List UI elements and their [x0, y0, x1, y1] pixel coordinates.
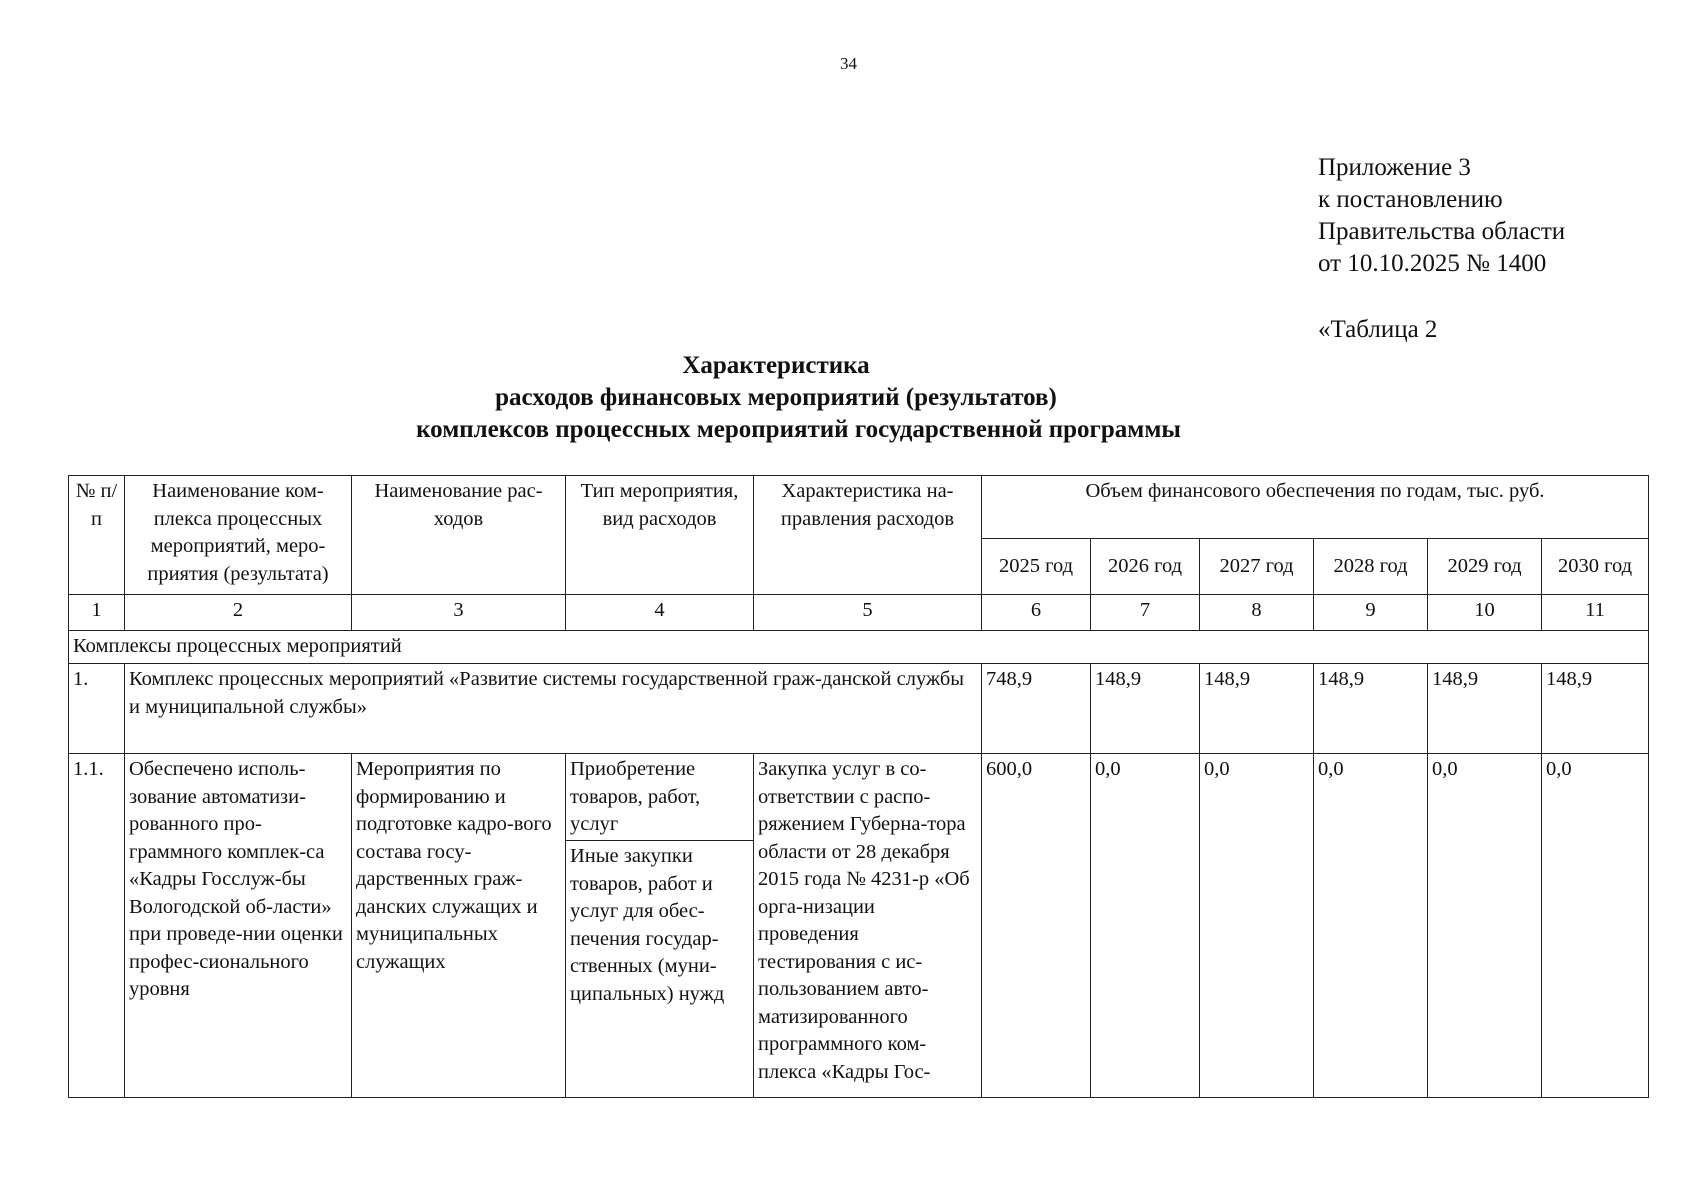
complex-name: Комплекс процессных мероприятий «Развитие системы государственной граж-данской службы и муниципальной службы» [125, 664, 982, 754]
expense-kind: Иные закупки товаров, работ и услуг для обес-печения государ-ственных (муни-ципальных) нужд [570, 845, 725, 1005]
appendix-line: Правительства области [1318, 218, 1566, 245]
header-type: Тип мероприятия, вид расходов [566, 476, 754, 595]
value-cell: 0,0 [1091, 754, 1200, 1098]
header-year: 2030 год [1542, 539, 1649, 595]
column-number: 10 [1428, 595, 1542, 631]
result-name: Обеспечено исполь-зование автоматизи-рованного про-граммного комплек-са «Кадры Госслуж-бы Вологодской об-ласти» при проведе-нии оценки профес-сионального уровня [125, 754, 352, 1098]
column-number: 4 [566, 595, 754, 631]
header-expense-name: Наименование рас-ходов [352, 476, 566, 595]
header-year: 2027 год [1200, 539, 1314, 595]
header-num: № п/п [69, 476, 125, 595]
value-cell: 600,0 [982, 754, 1091, 1098]
value-cell: 0,0 [1200, 754, 1314, 1098]
expenses-table [68, 475, 1649, 1098]
value-cell: 148,9 [1542, 664, 1649, 754]
header-volume: Объем финансового обеспечения по годам, тыс. руб. [982, 476, 1649, 539]
value-cell: 148,9 [1314, 664, 1428, 754]
column-number: 11 [1542, 595, 1649, 631]
header-row [69, 476, 1649, 539]
title-line: комплексов процессных мероприятий государственной программы [416, 416, 1181, 443]
event-type: Приобретение товаров, работ, услуг [566, 754, 753, 841]
column-number: 9 [1314, 595, 1428, 631]
table-row [69, 754, 1649, 1098]
value-cell: 148,9 [1200, 664, 1314, 754]
column-number: 6 [982, 595, 1091, 631]
header-year: 2025 год [982, 539, 1091, 595]
column-number: 7 [1091, 595, 1200, 631]
column-number: 5 [754, 595, 982, 631]
section-row [69, 631, 1649, 664]
expense-characteristic: Закупка услуг в со-ответствии с распо-ряжением Губерна-тора области от 28 декабря 2015 года № 4231-р «Об орга-низации проведения тестирования с ис-пользованием авто-матизированного программного ком-плекса «Кадры Гос- [754, 754, 982, 1098]
header-characteristic: Характеристика на-правления расходов [754, 476, 982, 595]
value-cell: 148,9 [1428, 664, 1542, 754]
section-label: Комплексы процессных мероприятий [69, 631, 1649, 664]
value-cell: 0,0 [1314, 754, 1428, 1098]
column-number: 1 [69, 595, 125, 631]
value-cell: 148,9 [1091, 664, 1200, 754]
column-number: 3 [352, 595, 566, 631]
table-label: «Таблица 2 [1318, 316, 1438, 343]
header-year: 2026 год [1091, 539, 1200, 595]
column-number-row [69, 595, 1649, 631]
appendix-line: Приложение 3 [1318, 154, 1471, 181]
table-row [69, 664, 1649, 754]
column-number: 8 [1200, 595, 1314, 631]
value-cell: 0,0 [1542, 754, 1649, 1098]
header-year: 2028 год [1314, 539, 1428, 595]
page-number: 34 [840, 54, 857, 73]
column-number: 2 [125, 595, 352, 631]
title-line: Характеристика [682, 352, 870, 379]
expense-name: Мероприятия по формированию и подготовке кадро-вого состава госу-дарственных граж-данских служащих и муниципальных служащих [352, 754, 566, 1098]
row-num: 1. [69, 664, 125, 754]
title-line: расходов финансовых мероприятий (результатов) [495, 384, 1057, 411]
row-num: 1.1. [69, 754, 125, 1098]
value-cell: 748,9 [982, 664, 1091, 754]
appendix-line: от 10.10.2025 № 1400 [1318, 250, 1547, 277]
type-cell [566, 754, 754, 1098]
header-year: 2029 год [1428, 539, 1542, 595]
document-title [0, 350, 1697, 446]
header-complex-name: Наименование ком-плекса процессных мероприятий, меро-приятия (результата) [125, 476, 352, 595]
value-cell: 0,0 [1428, 754, 1542, 1098]
appendix-line: к постановлению [1318, 186, 1503, 213]
appendix-note [1318, 152, 1565, 280]
